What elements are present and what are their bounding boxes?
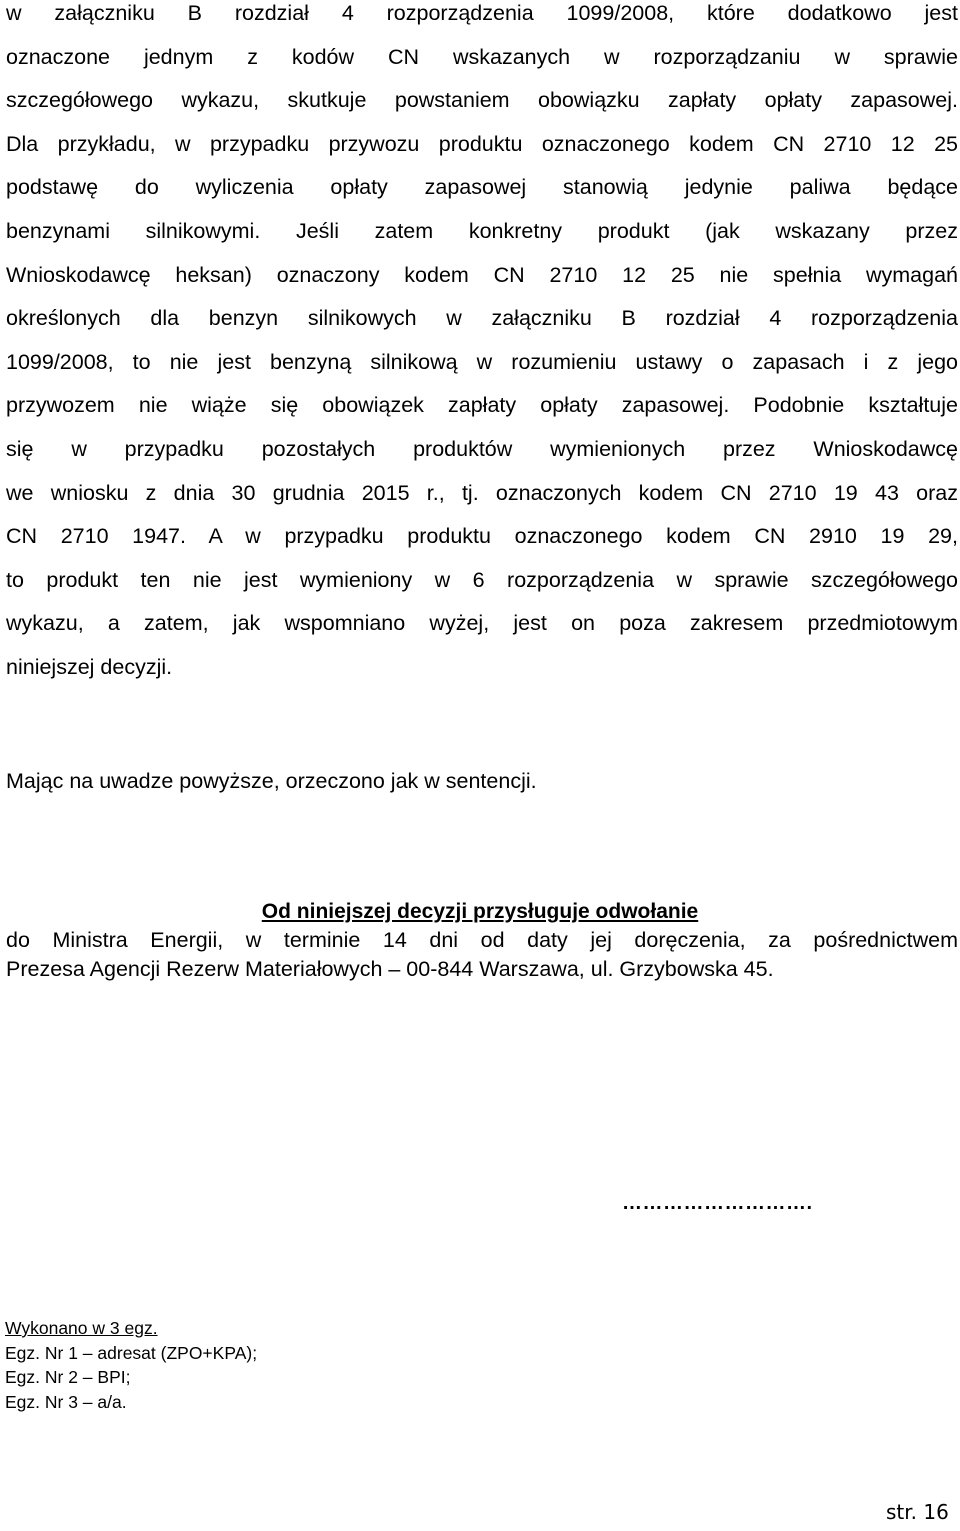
conclusion-text: Mając na uwadze powyższe, orzeczono jak w sentencji. <box>6 769 537 793</box>
body-line: określonych dla benzyn silnikowych w załączniku B rozdział 4 rozporządzenia <box>6 306 958 331</box>
body-line: to produkt ten nie jest wymieniony w 6 rozporządzenia w sprawie szczegółowego <box>6 567 958 592</box>
appeal-line: do Ministra Energii, w terminie 14 dni od daty jej doręczenia, za pośrednictwem <box>6 928 958 952</box>
body-line: benzynami silnikowymi. Jeśli zatem konkretny produkt (jak wskazany przez <box>6 218 958 243</box>
body-line: Dla przykładu, w przypadku przywozu produktu oznaczonego kodem CN 2710 12 25 <box>6 131 958 156</box>
appeal-heading: Od niniejszej decyzji przysługuje odwołanie <box>261 900 699 923</box>
page-number: str. 16 <box>886 1500 949 1524</box>
copy-item: Egz. Nr 2 – BPI; <box>5 1367 131 1387</box>
body-line: szczegółowego wykazu, skutkuje powstaniem obowiązku zapłaty opłaty zapasowej. <box>6 88 958 113</box>
body-line: podstawę do wyliczenia opłaty zapasowej stanowią jedynie paliwa będące <box>6 175 958 200</box>
appeal-paragraph <box>6 926 958 984</box>
copy-item: Egz. Nr 1 – adresat (ZPO+KPA); <box>5 1342 258 1363</box>
body-line: niniejszej decyzji. <box>6 654 173 679</box>
body-line: we wniosku z dnia 30 grudnia 2015 r., tj. oznaczonych kodem CN 2710 19 43 oraz <box>6 480 958 505</box>
appeal-line: Prezesa Agencji Rezerw Materiałowych – 00-844 Warszawa, ul. Grzybowska 45. <box>6 957 774 981</box>
body-line: wykazu, a zatem, jak wspomniano wyżej, jest on poza zakresem przedmiotowym <box>6 611 958 636</box>
body-line: Wnioskodawcę heksan) oznaczony kodem CN 2710 12 25 nie spełnia wymagań <box>6 262 958 287</box>
body-line: przywozem nie wiąże się obowiązek zapłaty opłaty zapasowej. Podobnie kształtuje <box>6 393 958 418</box>
copies-list <box>5 1316 257 1414</box>
body-line: się w przypadku pozostałych produktów wymienionych przez Wnioskodawcę <box>6 436 958 461</box>
body-line: 1099/2008, to nie jest benzyną silnikową w rozumieniu ustawy o zapasach i z jego <box>6 349 958 374</box>
body-line: w załączniku B rozdział 4 rozporządzenia 1099/2008, które dodatkowo jest <box>6 1 958 25</box>
copies-heading: Wykonano w 3 egz. <box>5 1318 158 1338</box>
copy-item: Egz. Nr 3 – a/a. <box>5 1391 127 1412</box>
signature-placeholder: ………………………. <box>622 1192 813 1214</box>
body-paragraph <box>6 0 958 690</box>
body-line: CN 2710 1947. A w przypadku produktu oznaczonego kodem CN 2910 19 29, <box>6 524 958 549</box>
body-line: oznaczone jednym z kodów CN wskazanych w rozporządzaniu w sprawie <box>6 44 958 69</box>
